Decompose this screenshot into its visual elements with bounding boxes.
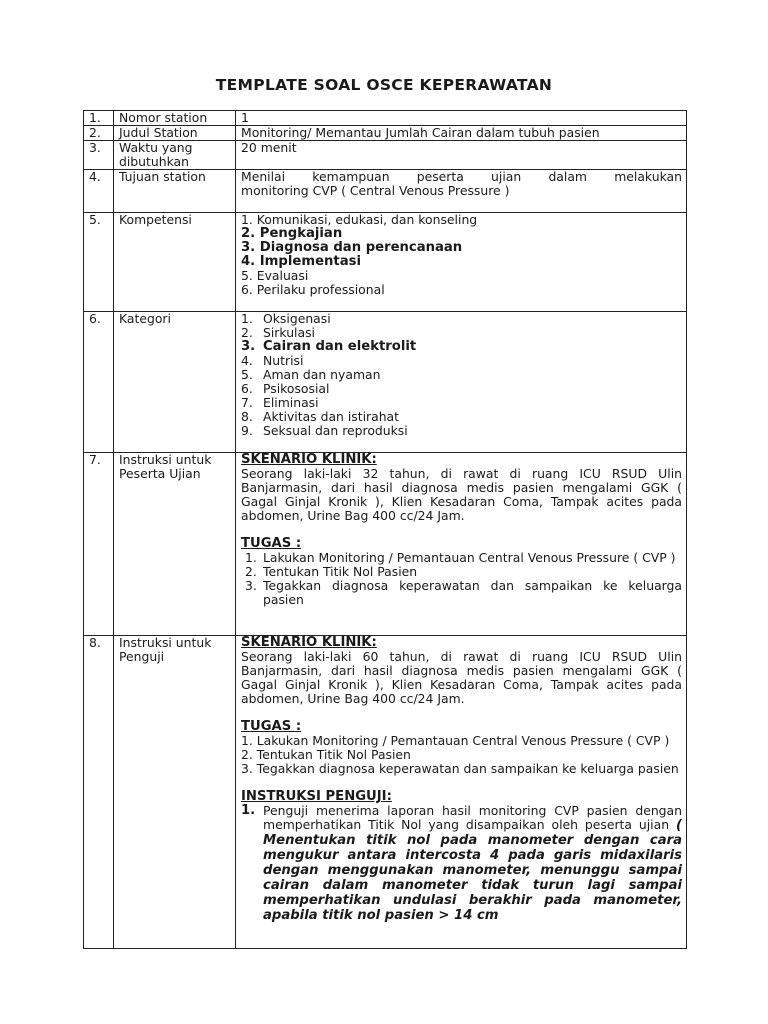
row-value: 20 menit xyxy=(236,141,687,170)
table-row xyxy=(84,453,687,636)
row-number: 3. xyxy=(84,141,114,170)
list-item: 6. Perilaku professional xyxy=(241,282,385,297)
table-row xyxy=(84,636,687,949)
table-row xyxy=(84,213,687,312)
row-value: 1 xyxy=(236,111,687,126)
list-item: 4. Nutrisi xyxy=(241,353,304,368)
list-item: 3. Tegakkan diagnosa keperawatan dan sampaikan ke keluarga pasien xyxy=(245,578,682,607)
list-item: 5. Evaluasi xyxy=(241,268,309,283)
row-label: Kategori xyxy=(114,312,236,453)
list-item: 5. Aman dan nyaman xyxy=(241,367,381,382)
table-row xyxy=(84,170,687,213)
row-number: 4. xyxy=(84,170,114,213)
list-item: 1. Penguji menerima laporan hasil monitoring CVP pasien dengan memperhatikan Titik Nol yang disampaikan oleh peserta ujian ( Menentukan titik nol pada manometer dengan cara mengukur antara intercosta 4 pada garis midaxilaris dengan menggunakan manometer, menunggu sampai cairan dalam manometer tidak turun lagi sampai memperhatikan undulasi berakhir pada manometer, apabila titik nol pasien > 14 cm xyxy=(241,803,682,923)
list-item: 2. Sirkulasi xyxy=(241,325,315,340)
competency-list xyxy=(236,213,687,312)
row-label: Instruksi untuk Peserta Ujian xyxy=(114,453,236,636)
list-item: 2. Tentukan Titik Nol Pasien xyxy=(241,747,411,762)
scenario-heading: SKENARIO KLINIK: xyxy=(241,635,377,650)
row-value xyxy=(236,170,687,213)
tasks-heading: TUGAS : xyxy=(241,536,302,551)
tasks-heading: TUGAS : xyxy=(241,719,302,734)
row-number: 7. xyxy=(84,453,114,636)
objective-line-1: Menilai kemampuan peserta ujian dalam melakukan xyxy=(241,169,682,184)
list-item: 6. Psikososial xyxy=(241,381,330,396)
row-value: Monitoring/ Memantau Jumlah Cairan dalam tubuh pasien xyxy=(236,126,687,141)
osce-template-table xyxy=(83,110,687,949)
row-label: Judul Station xyxy=(114,126,236,141)
list-item: 3. Diagnosa dan perencanaan xyxy=(241,240,463,255)
list-item: 8. Aktivitas dan istirahat xyxy=(241,409,400,424)
table-row xyxy=(84,111,687,126)
list-item: 2. Pengkajian xyxy=(241,226,343,241)
row-number: 6. xyxy=(84,312,114,453)
list-item: 3. Cairan dan elektrolit xyxy=(241,339,417,354)
participant-instructions xyxy=(236,453,687,636)
row-number: 2. xyxy=(84,126,114,141)
row-number: 1. xyxy=(84,111,114,126)
table-row xyxy=(84,141,687,170)
table-row xyxy=(84,312,687,453)
examiner-instructions xyxy=(236,636,687,949)
examiner-heading: INSTRUKSI PENGUJI: xyxy=(241,789,392,804)
list-item: 7. Eliminasi xyxy=(241,395,319,410)
list-item: 1. Lakukan Monitoring / Pemantauan Central Venous Pressure ( CVP ) xyxy=(245,550,676,565)
row-label: Nomor station xyxy=(114,111,236,126)
list-item: 1. Lakukan Monitoring / Pemantauan Central Venous Pressure ( CVP ) xyxy=(241,733,670,748)
row-label: Waktu yang dibutuhkan xyxy=(114,141,236,170)
list-item: 9. Seksual dan reproduksi xyxy=(241,423,408,438)
row-label: Tujuan station xyxy=(114,170,236,213)
scenario-text: Seorang laki-laki 32 tahun, di rawat di ruang ICU RSUD Ulin Banjarmasin, dari hasil diagnosa medis pasien mengalami GGK ( Gagal Ginjal Kronik ), Klien Kesadaran Coma, Tampak acites pada abdomen, Urine Bag 400 cc/24 Jam. xyxy=(241,466,682,523)
list-item: 4. Implementasi xyxy=(241,254,361,269)
list-item: 3. Tegakkan diagnosa keperawatan dan sampaikan ke keluarga pasien xyxy=(241,761,679,776)
scenario-text: Seorang laki-laki 60 tahun, di rawat di ruang ICU RSUD Ulin Banjarmasin, dari hasil diagnosa medis pasien mengalami GGK ( Gagal Ginjal Kronik ), Klien Kesadaran Coma, Tampak acites pada abdomen, Urine Bag 400 cc/24 Jam. xyxy=(241,649,682,706)
examiner-text: Penguji menerima laporan hasil monitoring CVP pasien dengan memperhatikan Titik Nol yang disampaikan oleh peserta ujian xyxy=(263,803,682,832)
row-label: Instruksi untuk Penguji xyxy=(114,636,236,949)
examiner-emphasis: ( Menentukan titik nol pada manometer dengan cara mengukur antara intercosta 4 pada garis midaxilaris dengan menggunakan manometer, menunggu sampai cairan dalam manometer tidak turun lagi sampai memperhatikan undulasi berakhir pada manometer, apabila titik nol pasien > 14 cm xyxy=(263,818,682,923)
table-row xyxy=(84,126,687,141)
category-list xyxy=(236,312,687,453)
list-item: 1. Komunikasi, edukasi, dan konseling xyxy=(241,212,478,227)
row-label: Kompetensi xyxy=(114,213,236,312)
list-item: 1. Oksigenasi xyxy=(241,311,331,326)
document-title: TEMPLATE SOAL OSCE KEPERAWATAN xyxy=(215,76,553,94)
scenario-heading: SKENARIO KLINIK: xyxy=(241,452,377,467)
row-number: 5. xyxy=(84,213,114,312)
row-number: 8. xyxy=(84,636,114,949)
list-item: 2. Tentukan Titik Nol Pasien xyxy=(245,564,418,579)
objective-line-2: monitoring CVP ( Central Venous Pressure ) xyxy=(241,183,510,198)
